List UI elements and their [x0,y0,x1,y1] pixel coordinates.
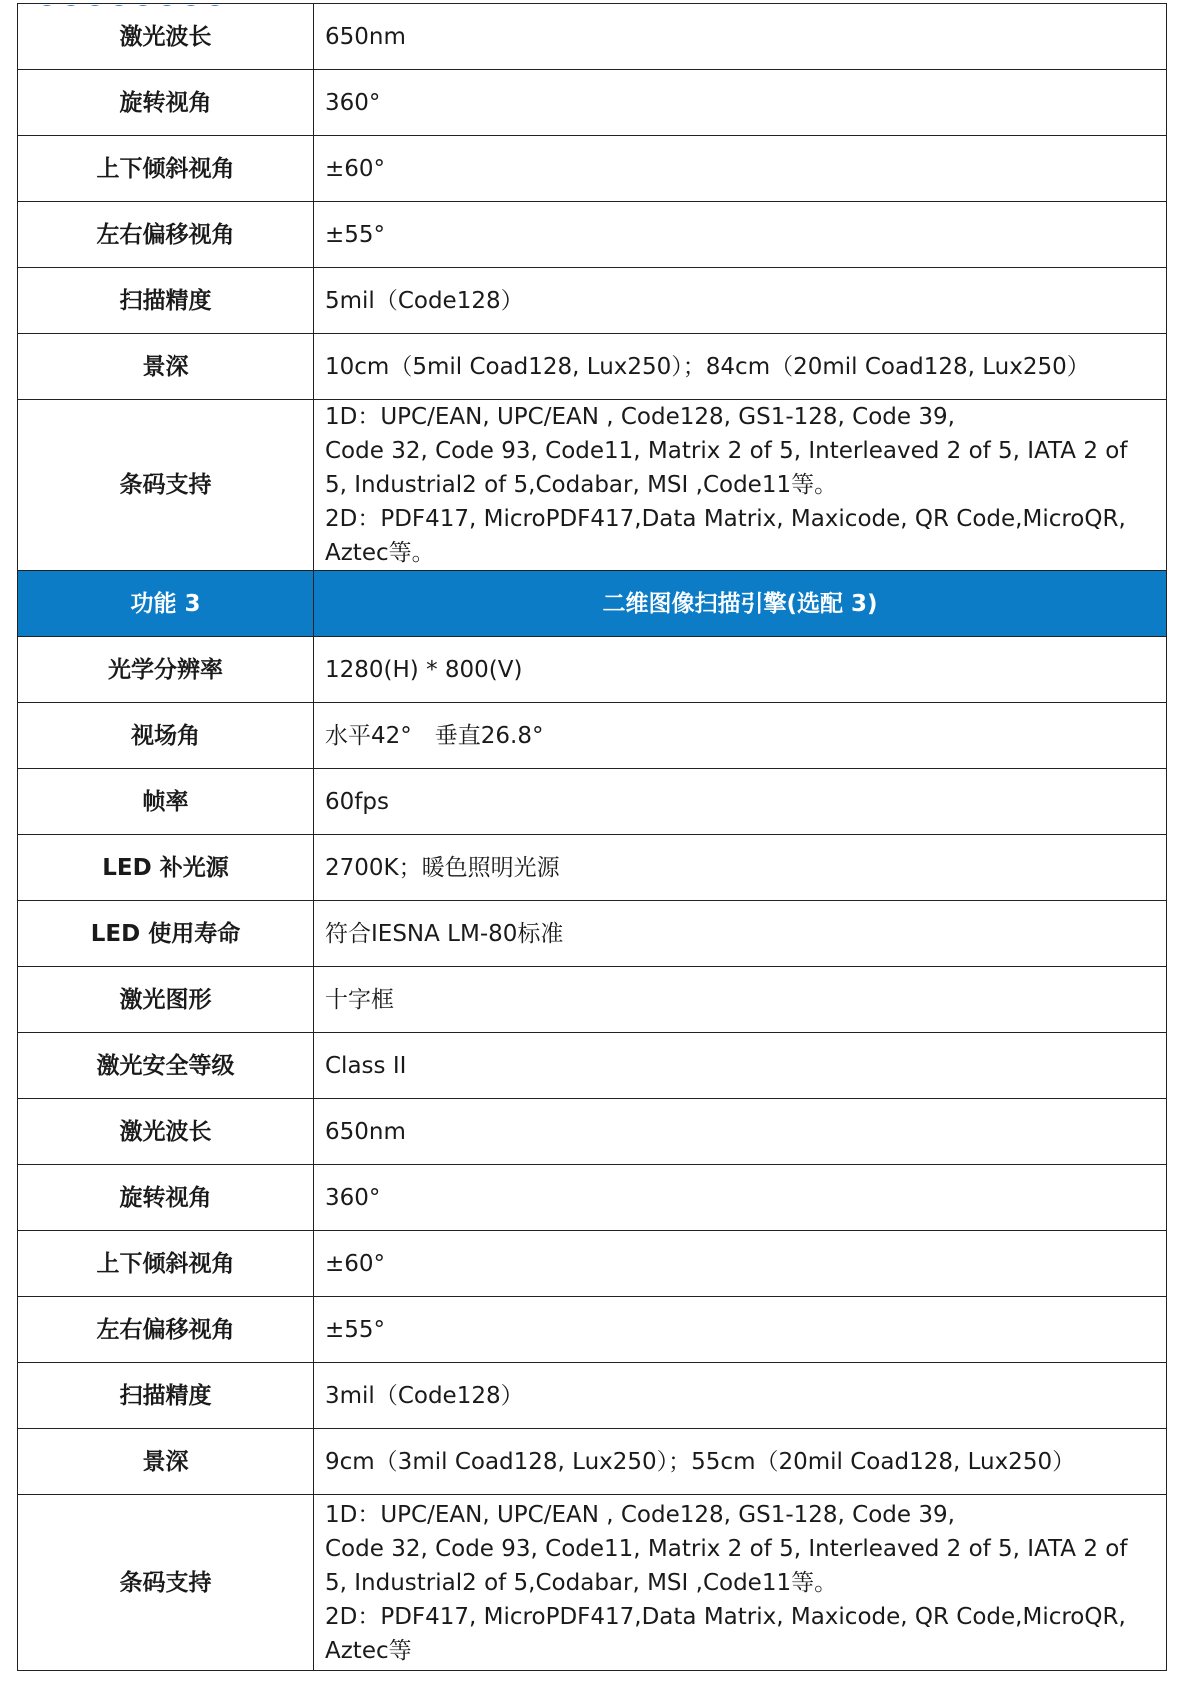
spec-value: 650nm [314,4,1167,70]
spec-value: 10cm（5mil Coad128, Lux250）；84cm（20mil Coad128, Lux250） [314,334,1167,400]
spec-value: 60fps [314,769,1167,835]
spec-value: 3mil（Code128） [314,1363,1167,1429]
section-header-title: 二维图像扫描引擎(选配 3) [314,571,1167,637]
spec-label: 扫描精度 [18,268,314,334]
barcode-line: 1D：UPC/EAN, UPC/EAN , Code128, GS1-128, Code 39, [325,1501,955,1528]
barcode-line: 5, Industrial2 of 5,Codabar, MSI ,Code11等。 [325,1569,838,1596]
table-row [18,769,1167,835]
table-row [18,637,1167,703]
section-header-label: 功能 3 [18,571,314,637]
barcode-line: 5, Industrial2 of 5,Codabar, MSI ,Code11等。 [325,472,838,498]
table-row [18,1231,1167,1297]
spec-label: 景深 [18,334,314,400]
table-row [18,901,1167,967]
spec-label: 上下倾斜视角 [18,136,314,202]
spec-value: 5mil（Code128） [314,268,1167,334]
spec-label: 左右偏移视角 [18,202,314,268]
barcode-support-value [314,400,1167,571]
spec-label: 景深 [18,1429,314,1495]
spec-value: 650nm [314,1099,1167,1165]
barcode-line: Aztec等。 [325,540,435,566]
spec-value: 1280(H) * 800(V) [314,637,1167,703]
spec-label: 激光安全等级 [18,1033,314,1099]
table-row [18,1363,1167,1429]
table-row [18,400,1167,571]
spec-label: 视场角 [18,703,314,769]
barcode-line: Code 32, Code 93, Code11, Matrix 2 of 5, Interleaved 2 of 5, IATA 2 of [325,438,1128,464]
spec-value: ±55° [314,202,1167,268]
spec-label: 激光波长 [18,1099,314,1165]
spec-value: 2700K；暖色照明光源 [314,835,1167,901]
table-row [18,967,1167,1033]
spec-value: 9cm（3mil Coad128, Lux250）；55cm（20mil Coad128, Lux250） [314,1429,1167,1495]
barcode-support-value [314,1495,1167,1671]
barcode-line: 2D：PDF417, MicroPDF417,Data Matrix, Maxicode, QR Code,MicroQR, [325,506,1126,532]
barcode-line: Aztec等 [325,1637,412,1664]
table-row [18,1099,1167,1165]
spec-label: 光学分辨率 [18,637,314,703]
spec-label: 旋转视角 [18,70,314,136]
spec-value: 十字框 [314,967,1167,1033]
spec-table [17,3,1167,1671]
spec-label: 条码支持 [18,1495,314,1671]
table-row [18,1297,1167,1363]
table-row [18,136,1167,202]
table-row [18,1495,1167,1671]
spec-label: 帧率 [18,769,314,835]
spec-label: 激光波长 [18,4,314,70]
table-row [18,835,1167,901]
table-row [18,70,1167,136]
barcode-line: 1D：UPC/EAN, UPC/EAN , Code128, GS1-128, Code 39, [325,404,955,430]
spec-label: 条码支持 [18,400,314,571]
spec-value: 符合IESNA LM-80标准 [314,901,1167,967]
spec-label: LED 使用寿命 [18,901,314,967]
spec-value: ±60° [314,136,1167,202]
spec-label: 扫描精度 [18,1363,314,1429]
table-row [18,268,1167,334]
table-row [18,1429,1167,1495]
section-header-row [18,571,1167,637]
spec-label: 激光图形 [18,967,314,1033]
spec-value: 360° [314,70,1167,136]
spec-value: Class II [314,1033,1167,1099]
table-row [18,4,1167,70]
spec-value: 360° [314,1165,1167,1231]
spec-label: 上下倾斜视角 [18,1231,314,1297]
spec-value: ±60° [314,1231,1167,1297]
table-row [18,1033,1167,1099]
table-row [18,202,1167,268]
spec-value: 水平42° 垂直26.8° [314,703,1167,769]
barcode-line: Code 32, Code 93, Code11, Matrix 2 of 5, Interleaved 2 of 5, IATA 2 of [325,1535,1128,1562]
table-row [18,703,1167,769]
spec-label: 旋转视角 [18,1165,314,1231]
barcode-line: 2D：PDF417, MicroPDF417,Data Matrix, Maxicode, QR Code,MicroQR, [325,1603,1126,1630]
spec-value: ±55° [314,1297,1167,1363]
spec-label: LED 补光源 [18,835,314,901]
spec-label: 左右偏移视角 [18,1297,314,1363]
table-row [18,1165,1167,1231]
table-row [18,334,1167,400]
